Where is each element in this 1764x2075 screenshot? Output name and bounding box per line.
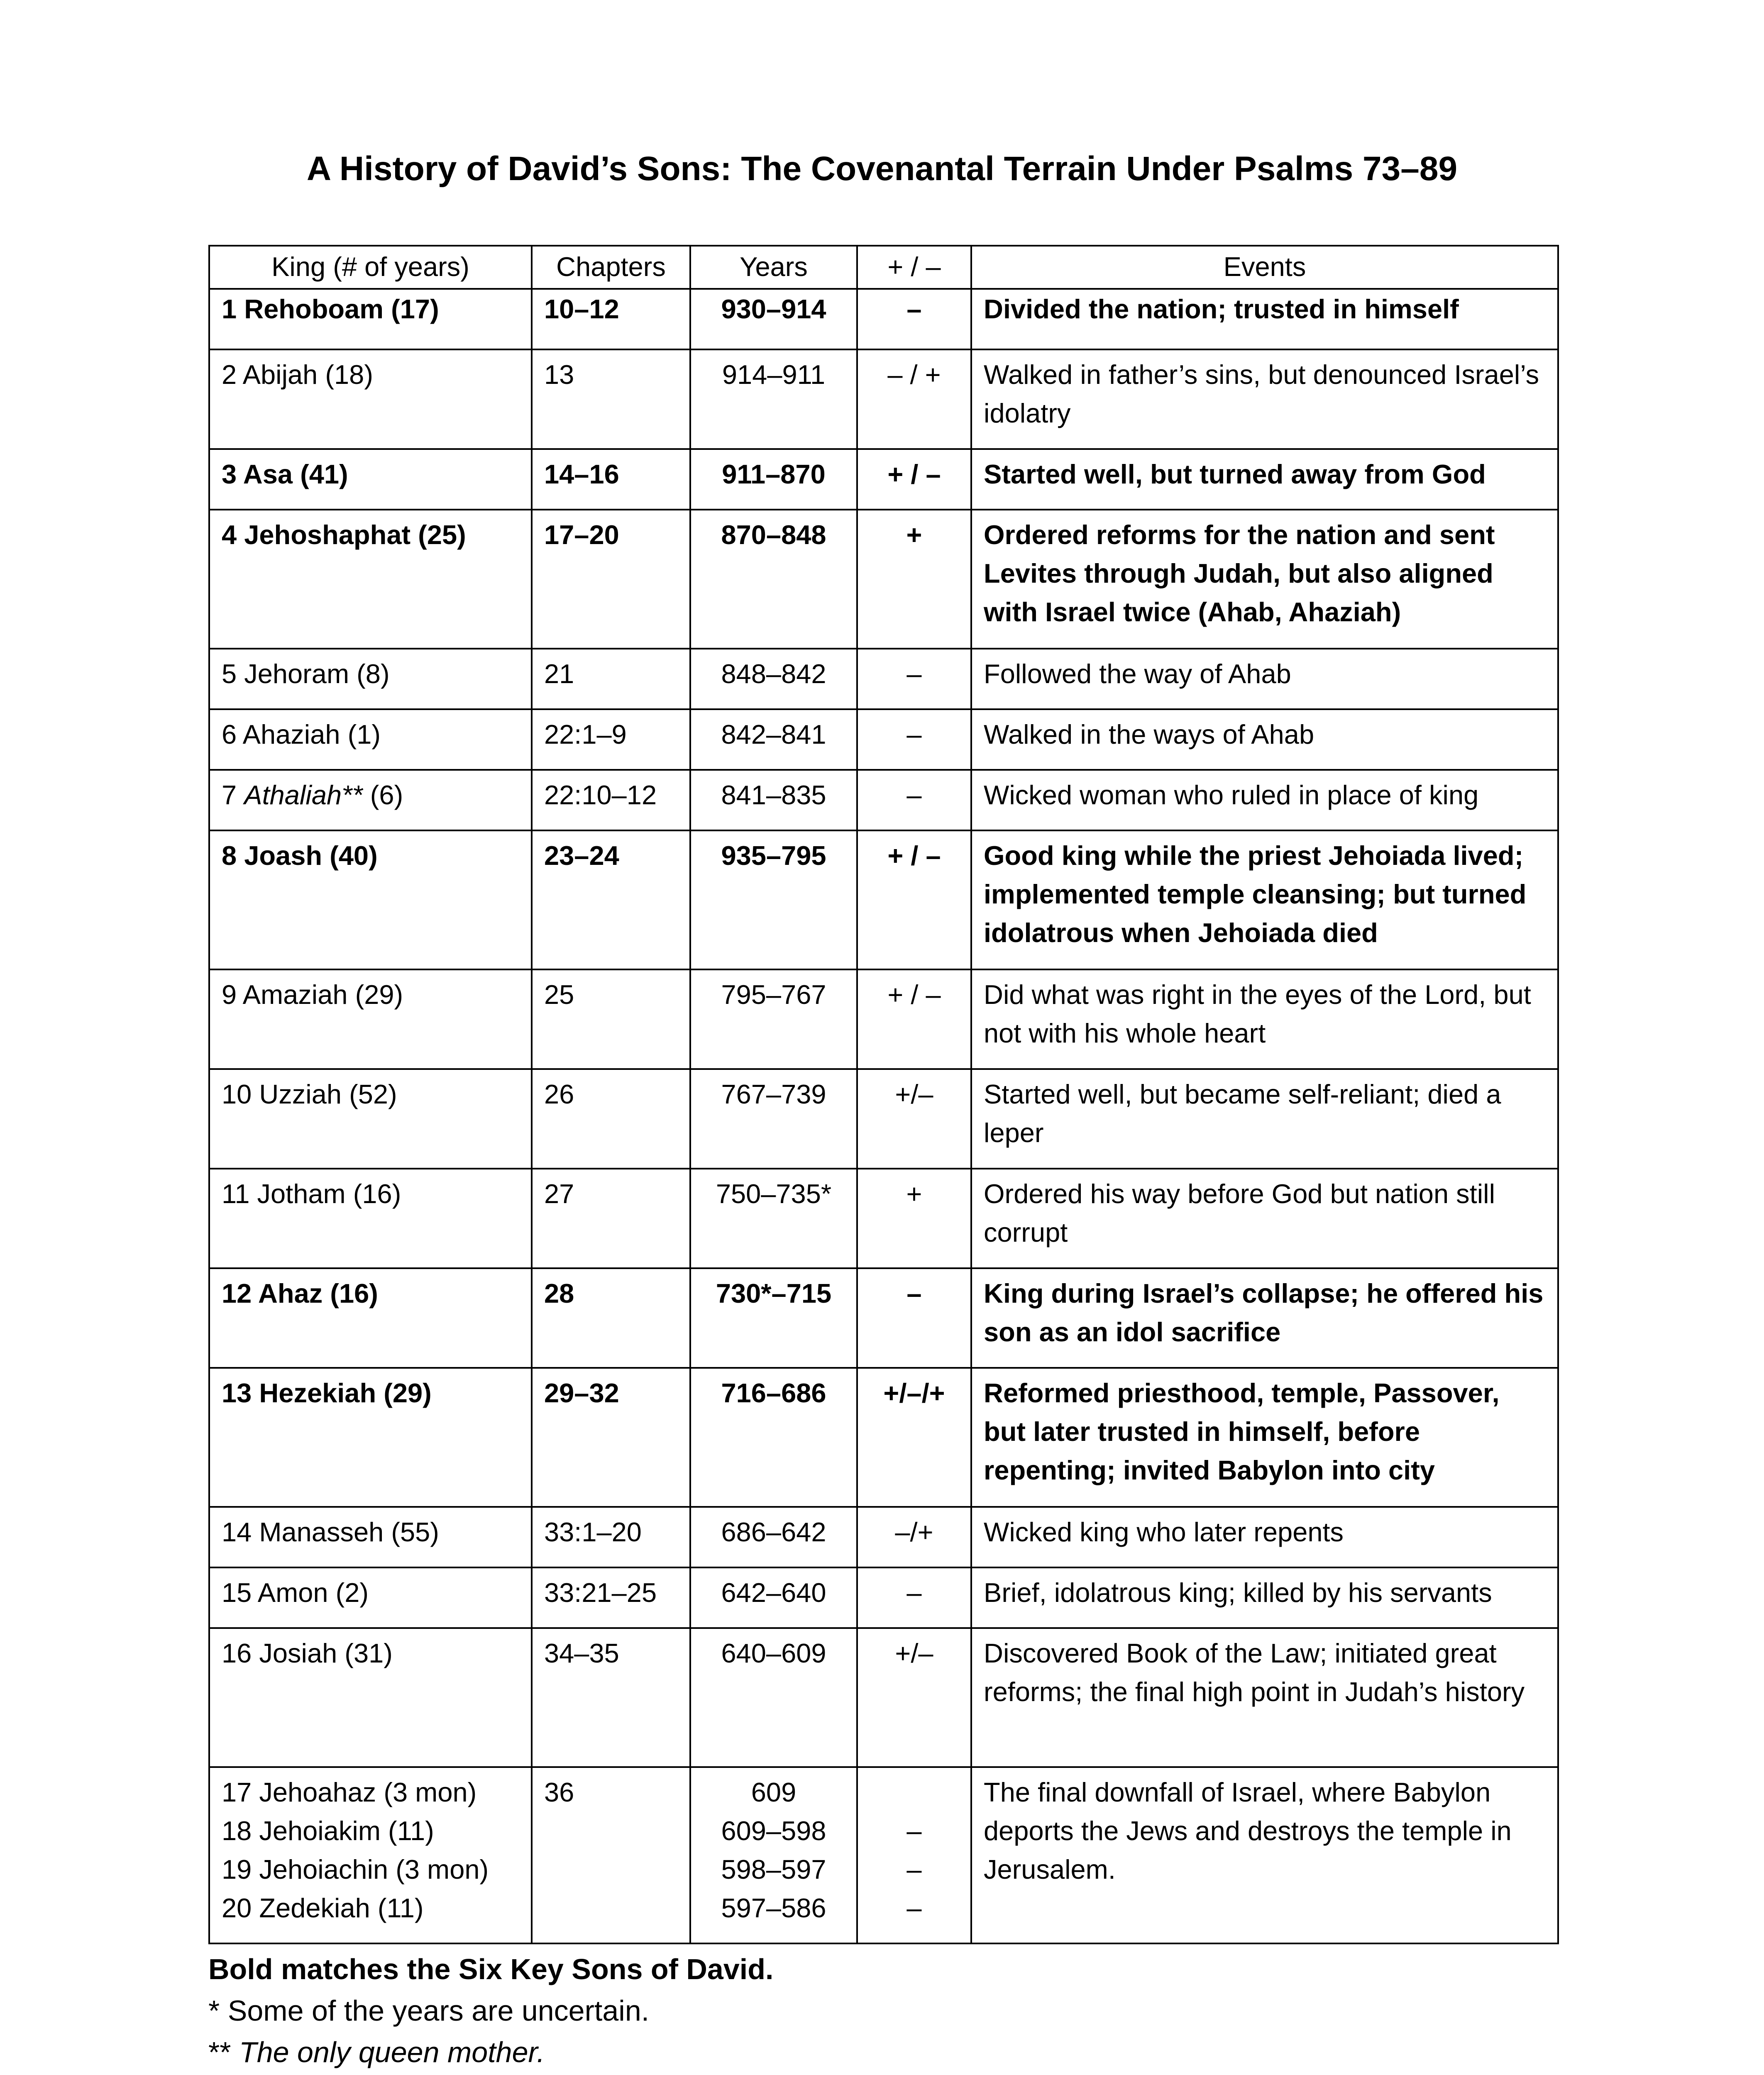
years-cell: 642–640 [690, 1567, 857, 1628]
table-row [209, 1507, 1558, 1567]
table-row [209, 289, 1558, 349]
events-cell: Wicked woman who ruled in place of king [971, 770, 1558, 830]
events-cell: The final downfall of Israel, where Babylon deports the Jews and destroys the temple in Jerusalem. [971, 1767, 1558, 1943]
header-king: King (# of years) [209, 246, 532, 289]
king-cell: 4 Jehoshaphat (25) [209, 510, 532, 649]
rating-cell: + / – [857, 449, 971, 510]
king-cell: 8 Joash (40) [209, 830, 532, 969]
king-cell: 12 Ahaz (16) [209, 1268, 532, 1368]
rating-cell: + [857, 510, 971, 649]
years-cell: 795–767 [690, 969, 857, 1069]
rating-cell: – [857, 649, 971, 709]
king-cell [209, 770, 532, 830]
years-cell: 686–642 [690, 1507, 857, 1567]
years-cell: 640–609 [690, 1628, 857, 1767]
rating-line: – [906, 1816, 922, 1846]
chapters-cell: 28 [532, 1268, 690, 1368]
rating-cell: – [857, 709, 971, 770]
king-cell: 2 Abijah (18) [209, 349, 532, 449]
chapters-cell: 23–24 [532, 830, 690, 969]
years-cell: 930–914 [690, 289, 857, 349]
years-cell: 935–795 [690, 830, 857, 969]
king-cell: 13 Hezekiah (29) [209, 1368, 532, 1507]
rating-cell [857, 1767, 971, 1943]
rating-line [870, 1773, 959, 1811]
king-name-italic: Athaliah** [244, 780, 363, 810]
header-years: Years [690, 246, 857, 289]
table-row [209, 1767, 1558, 1943]
footnotes [208, 1948, 773, 2073]
rating-line: – [906, 1893, 922, 1923]
table-row [209, 1368, 1558, 1507]
events-cell: King during Israel’s collapse; he offered his son as an idol sacrifice [971, 1268, 1558, 1368]
table-row [209, 830, 1558, 969]
table-row [209, 1169, 1558, 1268]
queen-mother-marker: ** [208, 2036, 239, 2068]
header-rating: + / – [857, 246, 971, 289]
table-row [209, 1567, 1558, 1628]
events-cell: Walked in father’s sins, but denounced Israel’s idolatry [971, 349, 1558, 449]
years-line: 597–586 [721, 1893, 826, 1923]
page-title: A History of David’s Sons: The Covenantal Terrain Under Psalms 73–89 [306, 150, 1458, 188]
events-cell: Started well, but became self-reliant; died a leper [971, 1069, 1558, 1169]
events-cell: Did what was right in the eyes of the Lord, but not with his whole heart [971, 969, 1558, 1069]
king-cell: 10 Uzziah (52) [209, 1069, 532, 1169]
events-cell: Divided the nation; trusted in himself [971, 289, 1558, 349]
rating-cell: + / – [857, 830, 971, 969]
king-cell: 5 Jehoram (8) [209, 649, 532, 709]
chapters-cell: 29–32 [532, 1368, 690, 1507]
chapters-cell: 17–20 [532, 510, 690, 649]
king-line: 17 Jehoahaz (3 mon) [222, 1777, 477, 1807]
chapters-cell: 33:1–20 [532, 1507, 690, 1567]
rating-cell: – [857, 1268, 971, 1368]
events-cell: Discovered Book of the Law; initiated great reforms; the final high point in Judah’s history [971, 1628, 1558, 1767]
table-row [209, 649, 1558, 709]
years-cell: 716–686 [690, 1368, 857, 1507]
events-cell: Good king while the priest Jehoiada lived; implemented temple cleansing; but turned idolatrous when Jehoiada died [971, 830, 1558, 969]
events-cell: Walked in the ways of Ahab [971, 709, 1558, 770]
rating-cell: +/–/+ [857, 1368, 971, 1507]
chapters-cell: 22:1–9 [532, 709, 690, 770]
header-events: Events [971, 246, 1558, 289]
chapters-cell: 26 [532, 1069, 690, 1169]
king-cell: 14 Manasseh (55) [209, 1507, 532, 1567]
king-cell: 6 Ahaziah (1) [209, 709, 532, 770]
years-line: 609 [751, 1777, 796, 1807]
years-cell: 767–739 [690, 1069, 857, 1169]
years-cell [690, 1767, 857, 1943]
rating-cell: +/– [857, 1069, 971, 1169]
king-cell: 3 Asa (41) [209, 449, 532, 510]
years-cell: 841–835 [690, 770, 857, 830]
rating-cell: –/+ [857, 1507, 971, 1567]
years-cell: 730*–715 [690, 1268, 857, 1368]
years-cell: 848–842 [690, 649, 857, 709]
rating-cell: – [857, 770, 971, 830]
queen-mother-note [208, 2031, 773, 2073]
king-years: (6) [362, 780, 403, 810]
chapters-cell: 21 [532, 649, 690, 709]
table-row [209, 349, 1558, 449]
events-cell: Followed the way of Ahab [971, 649, 1558, 709]
rating-cell: – [857, 1567, 971, 1628]
table-row [209, 1268, 1558, 1368]
kings-table [208, 245, 1559, 1944]
king-cell: 1 Rehoboam (17) [209, 289, 532, 349]
table-row [209, 1069, 1558, 1169]
king-cell: 11 Jotham (16) [209, 1169, 532, 1268]
chapters-cell: 22:10–12 [532, 770, 690, 830]
years-line: 609–598 [721, 1816, 826, 1846]
uncertain-years-note: * Some of the years are uncertain. [208, 1994, 650, 2027]
table-row [209, 709, 1558, 770]
events-cell: Started well, but turned away from God [971, 449, 1558, 510]
years-cell: 842–841 [690, 709, 857, 770]
king-line: 18 Jehoiakim (11) [222, 1816, 434, 1846]
chapters-cell: 25 [532, 969, 690, 1069]
king-cell [209, 1767, 532, 1943]
table-row [209, 449, 1558, 510]
king-cell: 9 Amaziah (29) [209, 969, 532, 1069]
events-cell: Ordered reforms for the nation and sent Levites through Judah, but also aligned with Israel twice (Ahab, Ahaziah) [971, 510, 1558, 649]
king-line: 19 Jehoiachin (3 mon) [222, 1854, 489, 1885]
king-line: 20 Zedekiah (11) [222, 1893, 424, 1923]
rating-cell: – / + [857, 349, 971, 449]
king-cell: 16 Josiah (31) [209, 1628, 532, 1767]
years-cell: 911–870 [690, 449, 857, 510]
chapters-cell: 27 [532, 1169, 690, 1268]
bold-legend-note: Bold matches the Six Key Sons of David. [208, 1953, 774, 1985]
table-row [209, 510, 1558, 649]
table-row [209, 1628, 1558, 1767]
events-cell: Ordered his way before God but nation still corrupt [971, 1169, 1558, 1268]
rating-cell: + [857, 1169, 971, 1268]
years-line: 598–597 [721, 1854, 826, 1885]
chapters-cell: 34–35 [532, 1628, 690, 1767]
chapters-cell: 14–16 [532, 449, 690, 510]
chapters-cell: 10–12 [532, 289, 690, 349]
rating-cell: – [857, 289, 971, 349]
chapters-cell: 13 [532, 349, 690, 449]
events-cell: Brief, idolatrous king; killed by his servants [971, 1567, 1558, 1628]
header-chapters: Chapters [532, 246, 690, 289]
queen-mother-text: The only queen mother. [239, 2036, 545, 2068]
rating-line: – [906, 1854, 922, 1885]
years-cell: 750–735* [690, 1169, 857, 1268]
chapters-cell: 36 [532, 1767, 690, 1943]
rating-cell: +/– [857, 1628, 971, 1767]
king-number: 7 [222, 780, 244, 810]
years-cell: 914–911 [690, 349, 857, 449]
events-cell: Wicked king who later repents [971, 1507, 1558, 1567]
chapters-cell: 33:21–25 [532, 1567, 690, 1628]
events-cell: Reformed priesthood, temple, Passover, but later trusted in himself, before repenting; invited Babylon into city [971, 1368, 1558, 1507]
rating-cell: + / – [857, 969, 971, 1069]
years-cell: 870–848 [690, 510, 857, 649]
table-header-row [209, 246, 1558, 289]
table-row [209, 969, 1558, 1069]
king-cell: 15 Amon (2) [209, 1567, 532, 1628]
table-row [209, 770, 1558, 830]
